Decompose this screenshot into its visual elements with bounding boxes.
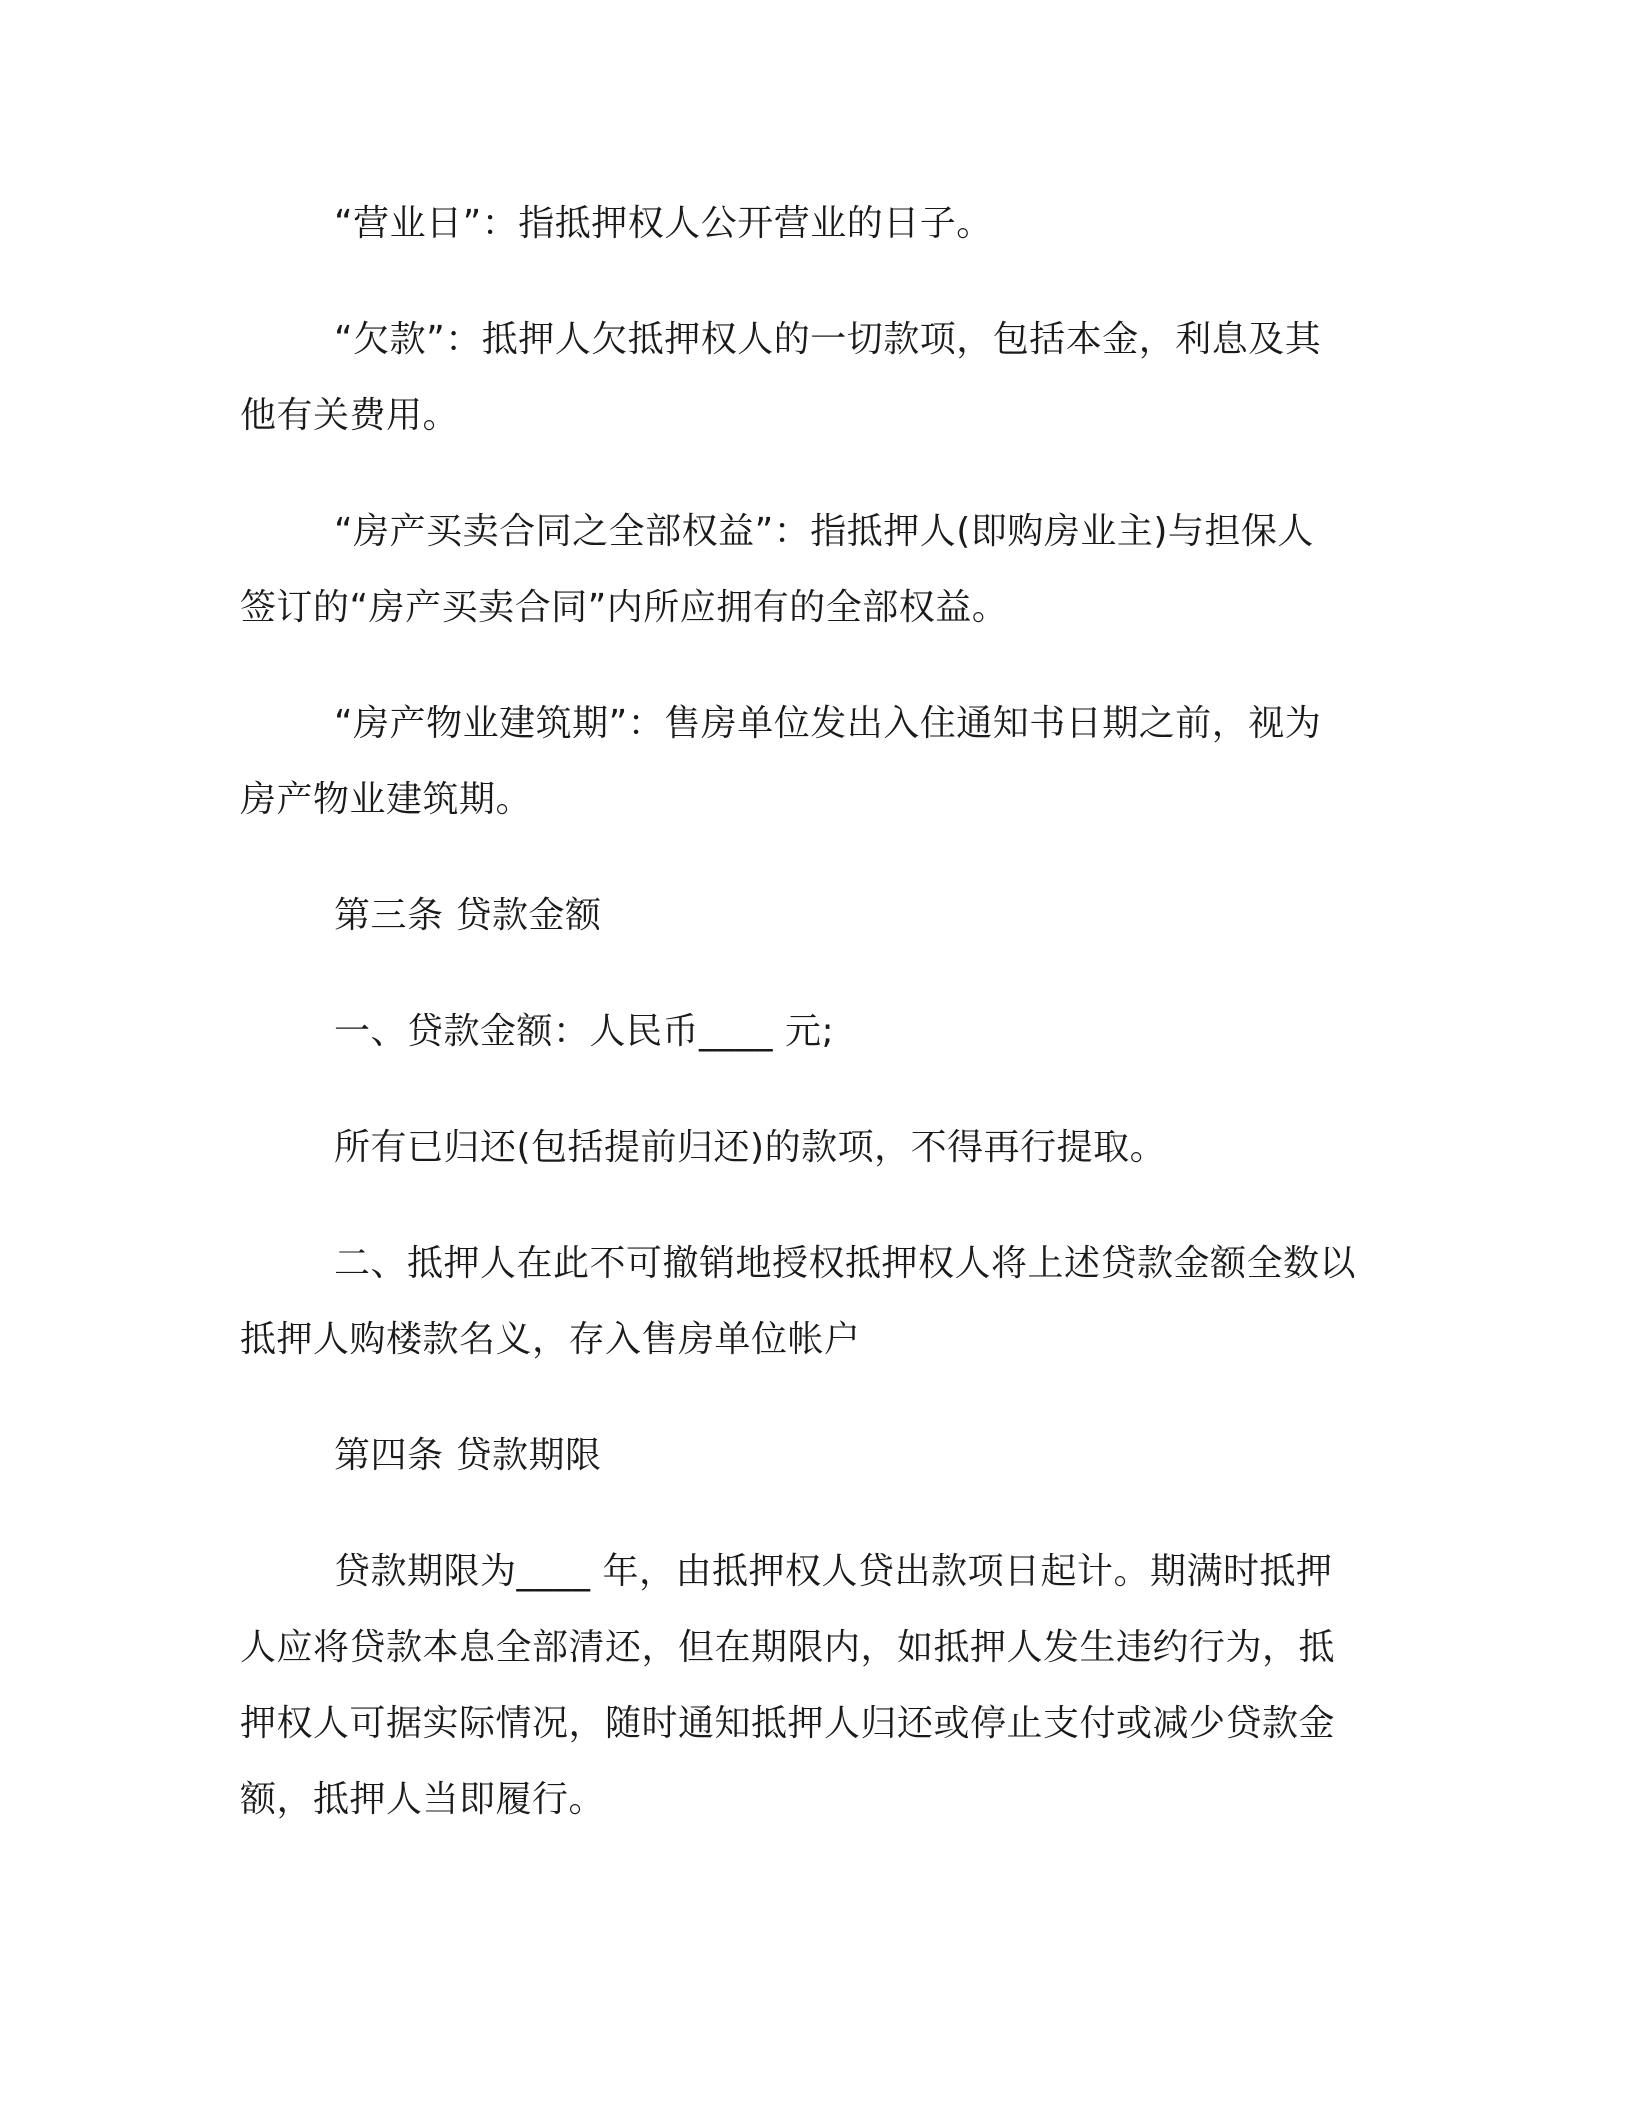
text-line: 房产物业建筑期。	[240, 779, 533, 820]
text-line: 额，抵押人当即履行。	[240, 1779, 606, 1820]
article-4-heading	[240, 1418, 1380, 1494]
definition-construction-period	[240, 686, 1380, 838]
text-line: 签订的“房产买卖合同”内所应拥有的全部权益。	[240, 587, 1009, 628]
definition-contract-rights	[240, 494, 1380, 646]
text-line: 押权人可据实际情况，随时通知抵押人归还或停止支付或减少贷款金	[240, 1703, 1336, 1744]
section-heading: 第四条 贷款期限	[334, 1435, 602, 1476]
loan-term-clause	[240, 1534, 1380, 1838]
text-line: 他有关费用。	[240, 395, 460, 436]
text-line: “房产物业建筑期”：售房单位发出入住通知书日期之前，视为	[334, 703, 1322, 744]
text-line: 贷款期限为____ 年，由抵押权人贷出款项日起计。期满时抵押	[334, 1551, 1333, 1592]
definition-debt	[240, 302, 1380, 454]
text-line: 二、抵押人在此不可撤销地授权抵押权人将上述贷款金额全数以	[334, 1243, 1357, 1284]
article-3-heading	[240, 878, 1380, 954]
text-line: 抵押人购楼款名义，存入售房单位帐户	[240, 1319, 861, 1360]
document-body	[240, 186, 1380, 1878]
definition-business-day	[240, 186, 1380, 262]
text-line: 所有已归还(包括提前归还)的款项，不得再行提取。	[334, 1127, 1167, 1168]
repaid-funds-clause	[240, 1110, 1380, 1186]
text-line: “房产买卖合同之全部权益”：指抵押人(即购房业主)与担保人	[334, 511, 1314, 552]
loan-amount-clause	[240, 994, 1380, 1070]
section-heading: 第三条 贷款金额	[334, 895, 602, 936]
authorization-clause	[240, 1226, 1380, 1378]
text-line: “欠款”：抵押人欠抵押权人的一切款项，包括本金，利息及其	[334, 319, 1322, 360]
text-line: 人应将贷款本息全部清还，但在期限内，如抵押人发生违约行为，抵	[240, 1627, 1336, 1668]
text-line: “营业日”：指抵押权人公开营业的日子。	[334, 203, 993, 244]
text-line: 一、贷款金额：人民币____ 元;	[334, 1011, 835, 1052]
